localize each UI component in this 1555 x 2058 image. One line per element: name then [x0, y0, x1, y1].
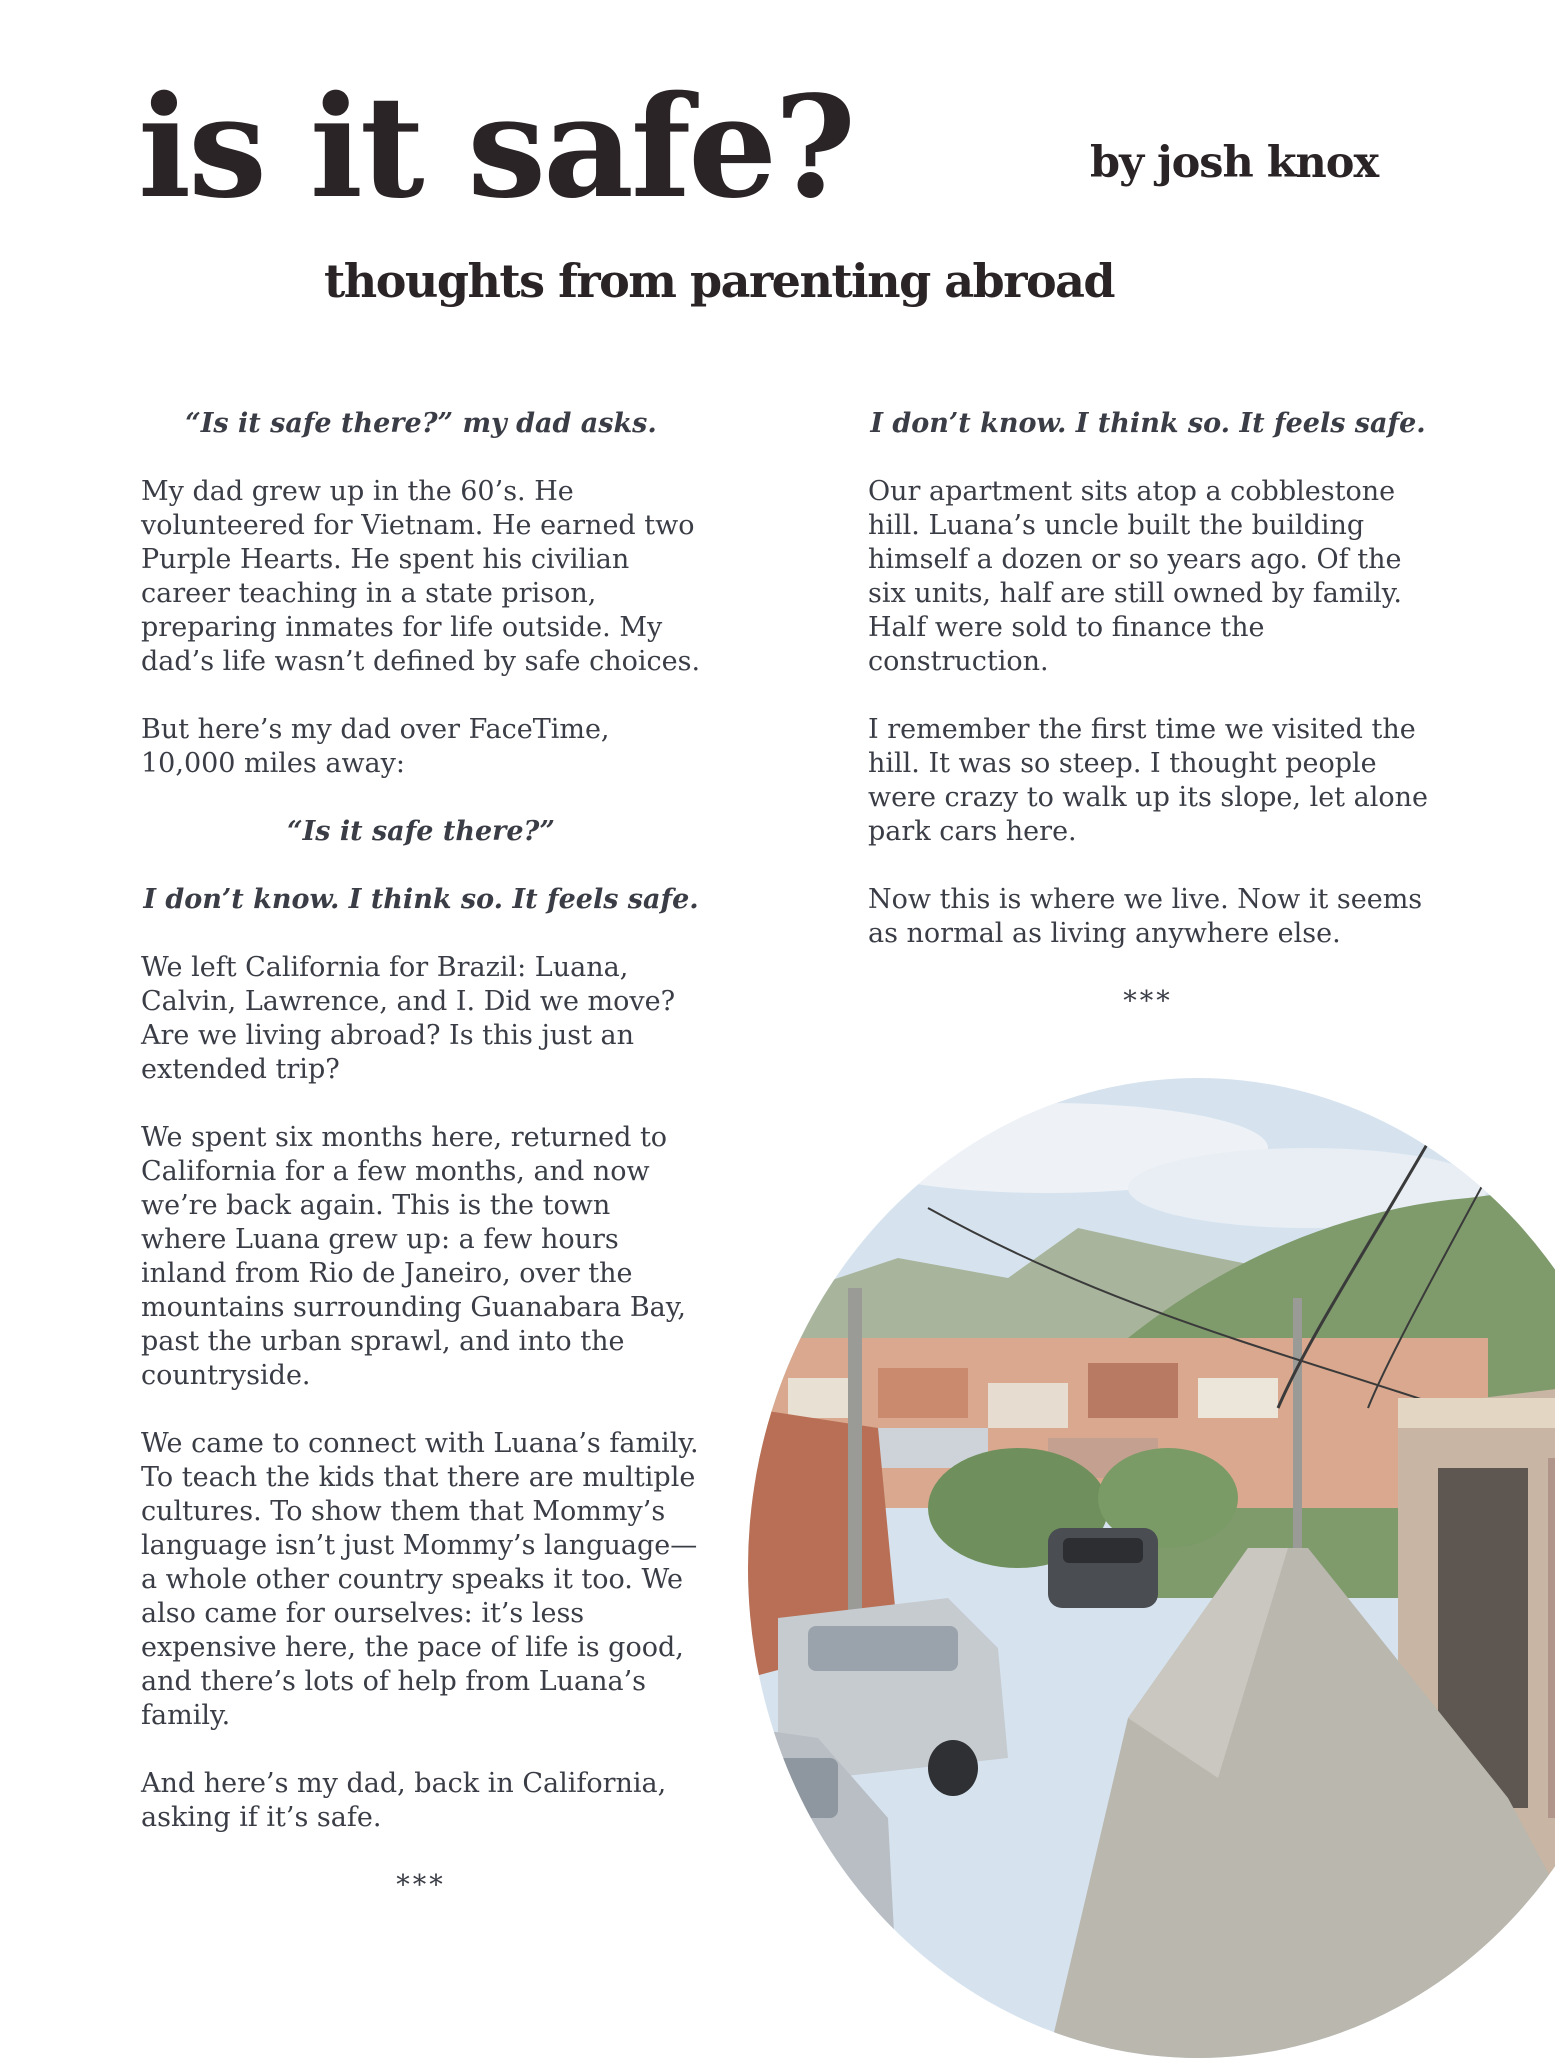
- paragraph: My dad grew up in the 60’s. He volunteered for Vietnam. He earned two Purple Hearts. He spent his civilian career teaching in a state prison, preparing inmates for life outside. My dad’s life wasn’t defined by safe choices.: [141, 476, 701, 677]
- cobblestone-hill-street-photo: [748, 1078, 1555, 2058]
- paragraph: We came to connect with Luana’s family. To teach the kids that there are multiple cultures. To show them that Mommy’s language isn’t just Mommy’s language—a whole other country speaks it too. We also came for ourselves: it’s less expensive here, the pace of life is good, and there’s lots of help from Luana’s family.: [141, 1428, 699, 1731]
- paragraph: But here’s my dad over FaceTime, 10,000 miles away:: [141, 714, 610, 779]
- pull-quote: I don’t know. I think so. It feels safe.: [143, 884, 699, 915]
- author-byline: by josh knox: [1090, 138, 1379, 188]
- article-title: is it safe?: [138, 66, 854, 230]
- street-photo: [748, 1078, 1555, 2058]
- right-column: [868, 407, 1428, 1053]
- section-separator: ***: [1123, 986, 1173, 1017]
- pull-quote: I don’t know. I think so. It feels safe.: [870, 408, 1426, 439]
- left-column: [141, 407, 701, 1937]
- paragraph: Now this is where we live. Now it seems as normal as living anywhere else.: [868, 884, 1423, 949]
- paragraph: Our apartment sits atop a cobblestone hill. Luana’s uncle built the building himself a dozen or so years ago. Of the six units, half are still owned by family. Half were sold to finance the construction.: [868, 476, 1402, 677]
- pull-quote: “Is it safe there?” my dad asks.: [185, 408, 657, 439]
- paragraph: We left California for Brazil: Luana, Calvin, Lawrence, and I. Did we move? Are we living abroad? Is this just an extended trip?: [141, 952, 676, 1085]
- paragraph: And here’s my dad, back in California, asking if it’s safe.: [141, 1768, 667, 1833]
- pull-quote: “Is it safe there?”: [287, 816, 555, 847]
- paragraph: I remember the first time we visited the hill. It was so steep. I thought people were crazy to walk up its slope, let alone park cars here.: [868, 714, 1428, 847]
- article-subtitle: thoughts from parenting abroad: [324, 254, 1115, 308]
- section-separator: ***: [396, 1870, 446, 1901]
- paragraph: We spent six months here, returned to California for a few months, and now we’re back again. This is the town where Luana grew up: a few hours inland from Rio de Janeiro, over the mountains surrounding Guanabara Bay, past the urban sprawl, and into the countryside.: [141, 1122, 687, 1391]
